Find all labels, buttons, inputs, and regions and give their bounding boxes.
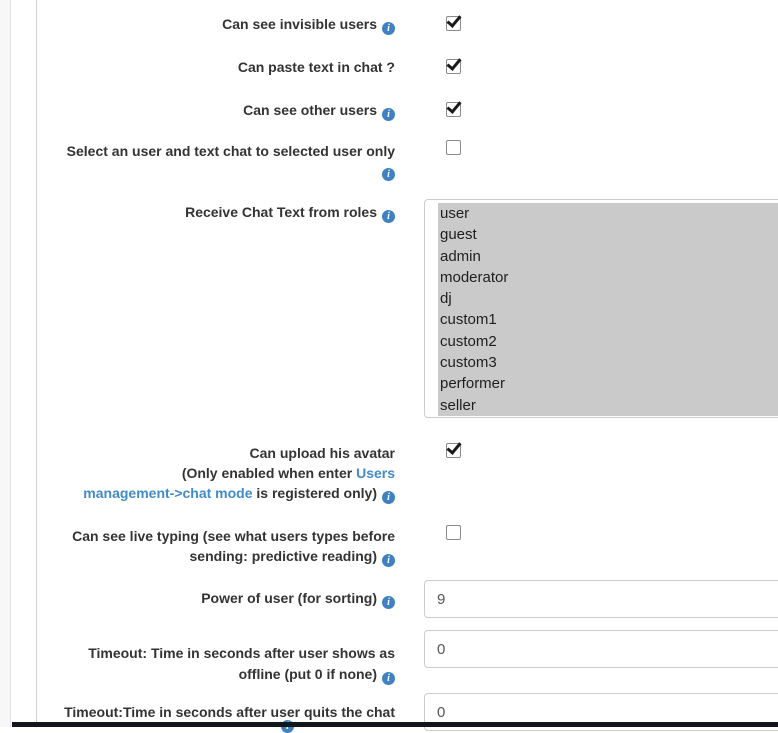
- label-text: Can paste text in chat ?: [237, 59, 395, 75]
- checkbox-select-user-private-text[interactable]: [446, 140, 461, 155]
- label-can-upload-avatar: [83, 443, 395, 504]
- label-can-paste-text-in-chat: [238, 59, 395, 75]
- option-guest[interactable]: guest: [438, 224, 778, 245]
- page-left-gutter: [0, 0, 11, 727]
- info-icon[interactable]: i: [382, 596, 395, 609]
- label-can-see-live-typing: [72, 526, 395, 567]
- option-custom2[interactable]: custom2: [438, 331, 778, 352]
- label-text: offline (put 0 if none) i: [88, 664, 395, 685]
- option-custom1[interactable]: custom1: [438, 309, 778, 330]
- option-moderator[interactable]: moderator: [438, 267, 778, 288]
- label-select-user-private-text: [67, 143, 395, 159]
- users-management-link[interactable]: Users: [356, 465, 395, 481]
- checkbox-can-paste-text-in-chat[interactable]: [446, 59, 461, 74]
- info-icon[interactable]: i: [382, 210, 395, 223]
- checkbox-can-see-other-users[interactable]: [446, 102, 461, 117]
- label-note-line3: management->chat mode is registered only) i: [83, 483, 395, 504]
- info-icon[interactable]: i: [382, 491, 395, 504]
- info-icon[interactable]: i: [382, 108, 395, 121]
- bottom-dark-bar: [12, 722, 778, 727]
- info-icon[interactable]: i: [382, 22, 395, 35]
- option-dj[interactable]: dj: [438, 288, 778, 309]
- label-timeout-offline: [88, 643, 395, 685]
- label-text: Timeout:Time in seconds after user quits the chat: [64, 704, 395, 720]
- label-can-see-invisible-users: [222, 16, 395, 35]
- option-custom3[interactable]: custom3: [438, 352, 778, 373]
- roles-multiselect[interactable]: [424, 199, 778, 418]
- option-user[interactable]: user: [438, 203, 778, 224]
- power-of-user-input[interactable]: [424, 580, 778, 618]
- label-text: Select an user and text chat to selected user only: [66, 143, 395, 159]
- label-text: sending: predictive reading) i: [72, 546, 395, 567]
- option-seller[interactable]: seller: [438, 395, 778, 416]
- label-text: Timeout: Time in seconds after user shows as: [88, 645, 395, 661]
- label-text: Can see live typing (see what users types before: [72, 528, 395, 544]
- checkbox-can-see-live-typing[interactable]: [446, 525, 461, 540]
- info-icon[interactable]: i: [382, 672, 395, 685]
- label-text: Receive Chat Text from roles: [185, 204, 377, 220]
- option-admin[interactable]: admin: [438, 246, 778, 267]
- info-icon[interactable]: i: [382, 554, 395, 567]
- label-can-see-other-users: [243, 102, 395, 121]
- checkbox-can-upload-avatar[interactable]: [446, 443, 461, 458]
- label-receive-chat-text-roles: [185, 204, 395, 223]
- label-text: Can upload his avatar: [249, 445, 395, 461]
- timeout-offline-input[interactable]: [424, 630, 778, 668]
- label-text: Can see other users: [243, 102, 377, 118]
- label-note-line2: (Only enabled when enter Users: [181, 465, 395, 481]
- option-performer[interactable]: performer: [438, 373, 778, 394]
- label-power-of-user: [201, 590, 395, 609]
- label-select-user-private-text-info-line: [382, 162, 395, 181]
- label-text: Power of user (for sorting): [201, 590, 377, 606]
- label-timeout-quit: [64, 704, 395, 720]
- checkbox-can-see-invisible-users[interactable]: [446, 16, 461, 31]
- panel-left-border: [36, 0, 37, 727]
- users-management-link[interactable]: management->chat mode: [83, 485, 253, 501]
- info-icon[interactable]: i: [382, 168, 395, 181]
- label-text: Can see invisible users: [222, 16, 377, 32]
